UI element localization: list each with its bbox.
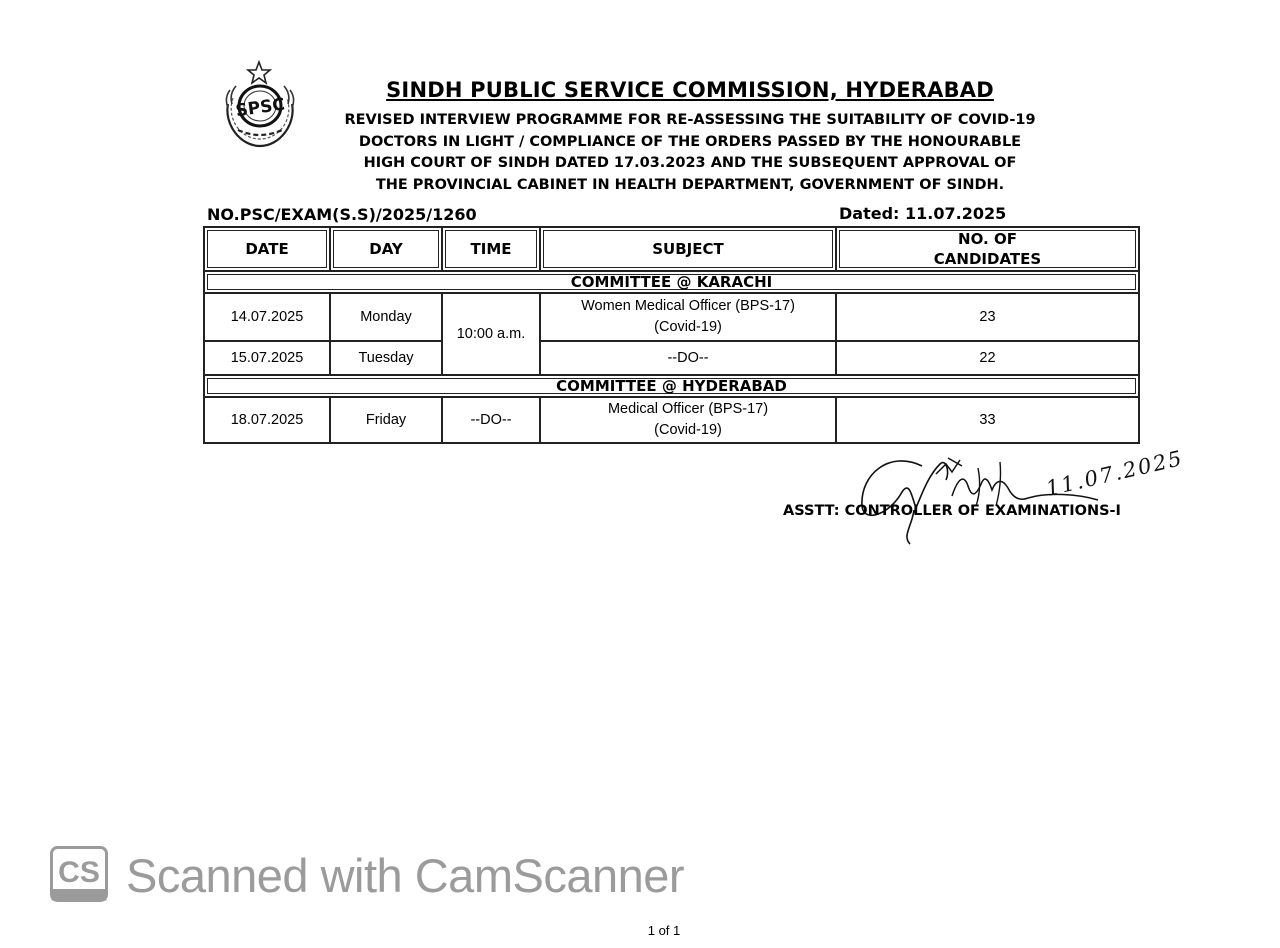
page-indicator: 1 of 1 [647,923,681,938]
cell-candidates: 22 [836,341,1139,375]
column-header-day: DAY [330,227,442,271]
document-subtitle [312,110,1068,196]
column-header-date: DATE [204,227,330,271]
subtitle-line: THE PROVINCIAL CABINET IN HEALTH DEPARTMENT, GOVERNMENT OF SINDH. [375,176,1005,193]
cell-candidates: 33 [836,397,1139,443]
spsc-logo [214,60,306,150]
subtitle-line: REVISED INTERVIEW PROGRAMME FOR RE-ASSESSING THE SUITABILITY OF COVID-19 [344,112,1036,128]
badge-text: CS [58,856,100,889]
signature [850,444,1190,554]
column-header-line: NO. OF [958,230,1017,248]
camscanner-watermark [50,844,685,906]
cell-date: 15.07.2025 [204,341,330,375]
subtitle-line: HIGH COURT OF SINDH DATED 17.03.2023 AND THE SUBSEQUENT APPROVAL OF [363,155,1017,171]
cell-subject [540,397,836,443]
column-header-line: CANDIDATES [933,250,1042,268]
column-header-candidates [836,227,1139,271]
committee-row-karachi [204,271,1139,293]
interview-schedule-table [203,226,1140,444]
cell-day: Tuesday [330,341,442,375]
logo-text: SPSC [234,94,287,122]
document-date: Dated: 11.07.2025 [839,204,1007,223]
table-row [204,397,1139,443]
committee-row-hyderabad [204,375,1139,397]
cell-time: --DO-- [442,397,540,443]
table-row [204,293,1139,341]
column-header-time: TIME [442,227,540,271]
document-title: SINDH PUBLIC SERVICE COMMISSION, HYDERABAD [386,78,994,102]
cell-subject [540,293,836,341]
cell-time: 10:00 a.m. [442,293,540,375]
cell-subject: --DO-- [540,341,836,375]
subject-line: (Covid-19) [654,319,722,335]
subject-line: Medical Officer (BPS-17) [607,401,769,417]
signature-date: 11.07.2025 [1043,445,1186,501]
reference-number: NO.PSC/EXAM(S.S)/2025/1260 [207,205,477,224]
committee-name: COMMITTEE @ HYDERABAD [204,375,1139,397]
table-header-row [204,227,1139,271]
camscanner-badge-icon [50,846,108,902]
table-row [204,341,1139,375]
cell-candidates: 23 [836,293,1139,341]
cell-date: 14.07.2025 [204,293,330,341]
watermark-text: Scanned with CamScanner [126,849,685,902]
subject-line: (Covid-19) [654,422,722,438]
cell-date: 18.07.2025 [204,397,330,443]
cell-day: Monday [330,293,442,341]
signatory-designation: ASSTT: CONTROLLER OF EXAMINATIONS-I [783,503,1121,519]
subject-line: Women Medical Officer (BPS-17) [581,298,795,314]
column-header-subject: SUBJECT [540,227,836,271]
committee-name: COMMITTEE @ KARACHI [204,271,1139,293]
subtitle-line: DOCTORS IN LIGHT / COMPLIANCE OF THE ORDERS PASSED BY THE HONOURABLE [358,133,1022,150]
cell-day: Friday [330,397,442,443]
